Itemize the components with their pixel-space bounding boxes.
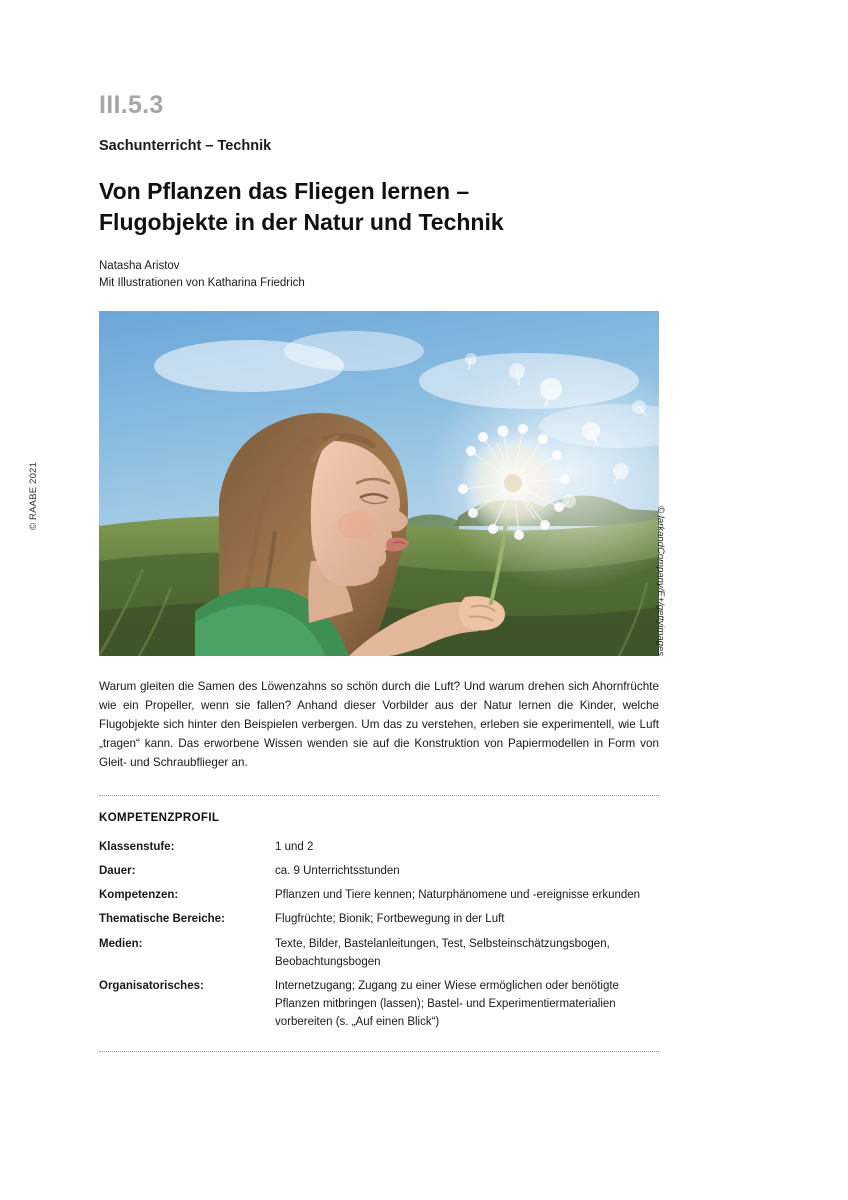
- author-name: Natasha Aristov: [99, 259, 180, 272]
- table-row: [99, 838, 659, 862]
- dandelion-photo: [99, 311, 659, 656]
- row-value: Pflanzen und Tiere kennen; Naturphänomene und -ereignisse erkunden: [275, 889, 641, 902]
- competence-profile-heading: KOMPETENZPROFIL: [99, 811, 220, 824]
- title-line-1: Von Pflanzen das Fliegen lernen –: [99, 177, 470, 204]
- author-block: [99, 258, 659, 294]
- row-label: Dauer:: [99, 865, 136, 878]
- chapter-number: III.5.3: [99, 91, 164, 119]
- row-label: Klassenstufe:: [99, 840, 175, 853]
- table-row: [99, 910, 659, 934]
- divider-bottom: [99, 1051, 659, 1052]
- divider-top: [99, 795, 659, 796]
- side-copyright: © RAABE 2021: [28, 461, 39, 530]
- hero-figure: [99, 311, 666, 657]
- title-line-2: Flugobjekte in der Natur und Technik: [99, 208, 504, 235]
- row-value: Texte, Bilder, Bastelanleitungen, Test, Selbsteinschätzungsbogen, Beobachtungsbogen: [275, 937, 610, 968]
- illustrator-name: Mit Illustrationen von Katharina Friedrich: [99, 277, 305, 290]
- row-value: Flugfrüchte; Bionik; Fortbewegung in der Luft: [275, 913, 505, 926]
- row-label: Kompetenzen:: [99, 889, 179, 902]
- page-title: [99, 176, 659, 238]
- abstract-text: Warum gleiten die Samen des Löwenzahns so schön durch die Luft? Und warum drehen sich Ahornfrüchte wie ein Propeller, wenn sie fallen? Anhand dieser Vorbilder aus der Natur lernen die Kinder, welche Flugobjekte sich hinter den Beispielen verbergen. Um das zu verstehen, erleben sie experimentell, wie Luft „tragen“ kann. Das erworbene Wissen wenden sie auf die Konstruktion von Papiermodellen in Form von Gleit- und Schraubflieger an.: [99, 680, 659, 770]
- row-label: Medien:: [99, 937, 143, 950]
- row-label: Organisatorisches:: [99, 979, 204, 992]
- row-value: 1 und 2: [275, 840, 314, 853]
- table-row: [99, 977, 659, 1037]
- table-row: [99, 935, 659, 977]
- competence-profile-table: [99, 838, 659, 1037]
- page-content: [99, 0, 666, 1052]
- figure-credit: © larkandCompany/E+/gettyimages: [655, 506, 666, 657]
- row-value: Internetzugang; Zugang zu einer Wiese ermöglichen oder benötigte Pflanzen mitbringen (lassen); Bastel- und Experimentiermaterialien vorbereiten (s. „Auf einen Blick“): [275, 979, 619, 1029]
- row-label: Thematische Bereiche:: [99, 913, 225, 926]
- table-row: [99, 886, 659, 910]
- row-value: ca. 9 Unterrichtsstunden: [275, 865, 400, 878]
- table-row: [99, 862, 659, 886]
- subject-line: Sachunterricht – Technik: [99, 137, 272, 154]
